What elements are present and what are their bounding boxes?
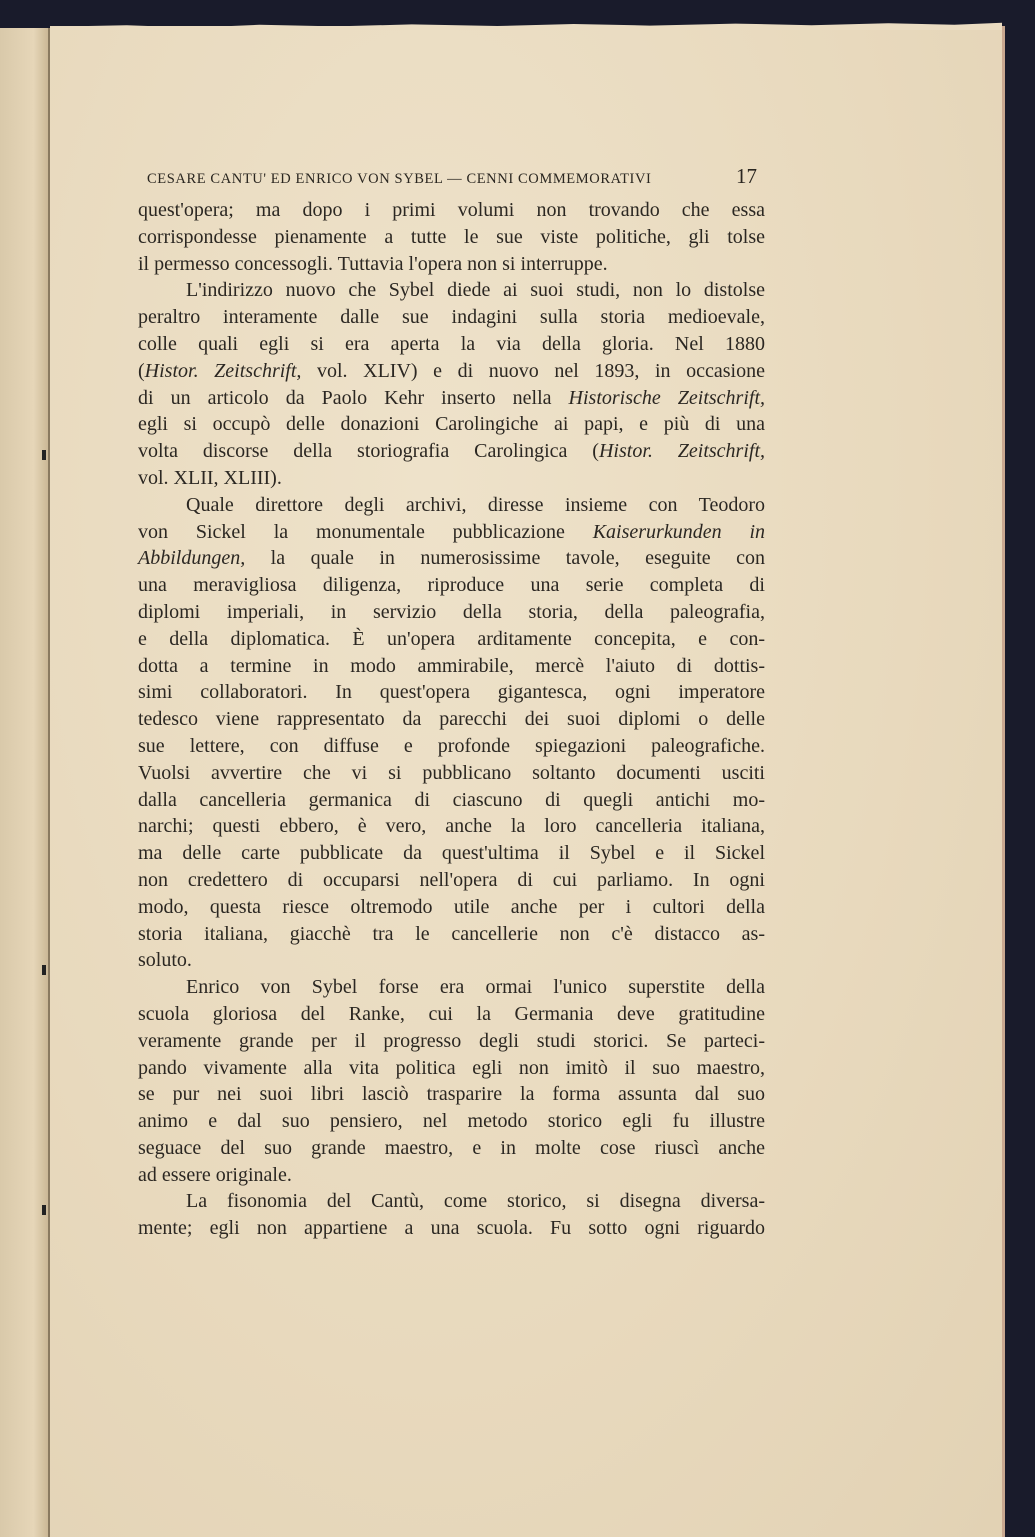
text-line	[138, 197, 765, 224]
text-line	[138, 331, 765, 358]
margin-mark	[42, 965, 46, 975]
text-segment: una meravigliosa diligenza, riproduce una serie completa di	[138, 574, 765, 597]
text-line	[138, 1055, 765, 1082]
text-line	[138, 545, 765, 572]
text-segment: La fisonomia del Cantù, come storico, si disegna diversa-	[186, 1190, 765, 1213]
text-segment: il permesso concessogli. Tuttavia l'opera non si interruppe.	[138, 252, 608, 275]
text-segment: la quale in numerosissime tavole, eseguite con	[245, 547, 765, 570]
text-line	[138, 894, 765, 921]
text-segment: corrispondesse pienamente a tutte le sue viste politiche, gli tolse	[138, 225, 765, 248]
text-line	[138, 1215, 765, 1242]
text-line	[138, 653, 765, 680]
text-segment: modo, questa riesce oltremodo utile anche per i cultori della	[138, 895, 765, 918]
text-line	[138, 465, 765, 492]
text-line	[138, 411, 765, 438]
text-segment: peraltro interamente dalle sue indagini sulla storia medioevale,	[138, 306, 765, 329]
text-segment: diplomi imperiali, in servizio della storia, della paleografia,	[138, 600, 765, 623]
text-segment: di un articolo da Paolo Kehr inserto nella	[138, 386, 569, 409]
text-segment: scuola gloriosa del Ranke, cui la Germania deve gratitudine	[138, 1002, 765, 1025]
page-number: 17	[736, 164, 757, 188]
text-line	[138, 813, 765, 840]
text-line	[138, 251, 765, 278]
text-line	[138, 1028, 765, 1055]
text-segment: e della diplomatica. È un'opera arditamente concepita, e con-	[138, 627, 765, 650]
text-line	[138, 1001, 765, 1028]
text-segment: veramente grande per il progresso degli studi storici. Se parteci-	[138, 1029, 765, 1052]
text-segment: (	[138, 359, 145, 382]
text-segment: ma delle carte pubblicate da quest'ultima il Sybel e il Sickel	[138, 842, 765, 865]
text-segment: non credettero di occuparsi nell'opera di cui parliamo. In ogni	[138, 868, 765, 891]
text-segment: egli si occupò delle donazioni Carolingiche ai papi, e più di una	[138, 413, 765, 436]
text-line	[138, 224, 765, 251]
text-segment: storia italiana, giacchè tra le cancellerie non c'è distacco as-	[138, 922, 765, 945]
text-line	[138, 706, 765, 733]
text-line	[138, 572, 765, 599]
text-segment: animo e dal suo pensiero, nel metodo storico egli fu illustre	[138, 1110, 765, 1133]
text-line	[138, 947, 765, 974]
text-line	[138, 760, 765, 787]
text-segment: Quale direttore degli archivi, diresse insieme con Teodoro	[186, 493, 765, 516]
text-line	[138, 519, 765, 546]
text-line	[138, 1081, 765, 1108]
facing-page-edge	[0, 28, 50, 1537]
text-line	[138, 840, 765, 867]
text-line	[138, 438, 765, 465]
text-segment: von Sickel la monumentale pubblicazione	[138, 520, 593, 543]
text-segment: dalla cancelleria germanica di ciascuno di quegli antichi mo-	[138, 788, 765, 811]
text-line	[138, 974, 765, 1001]
text-segment: colle quali egli si era aperta la via della gloria. Nel 1880	[138, 332, 765, 355]
text-segment: Enrico von Sybel forse era ormai l'unico superstite della	[186, 976, 765, 999]
text-line	[138, 787, 765, 814]
running-title: CESARE CANTU' ED ENRICO VON SYBEL — CENNI COMMEMORATIVI	[147, 171, 652, 187]
text-segment: vol. XLIV) e di nuovo nel 1893, in occasione	[301, 359, 765, 382]
italic-text: Historische Zeitschrift,	[568, 386, 765, 409]
text-segment: dotta a termine in modo ammirabile, mercè l'aiuto di dottis-	[138, 654, 765, 677]
text-segment: tedesco viene rappresentato da parecchi dei suoi diplomi o delle	[138, 708, 765, 731]
text-line	[138, 1162, 765, 1189]
text-line	[138, 679, 765, 706]
text-segment: simi collaboratori. In quest'opera gigantesca, ogni imperatore	[138, 681, 765, 704]
text-line	[138, 1135, 765, 1162]
text-line	[138, 277, 765, 304]
text-line	[138, 1108, 765, 1135]
text-segment: ad essere originale.	[138, 1163, 292, 1186]
italic-text: Kaiserurkunden in	[592, 520, 766, 543]
text-segment: sue lettere, con diffuse e profonde spiegazioni paleografiche.	[138, 734, 765, 757]
text-line	[138, 599, 765, 626]
text-line	[138, 733, 765, 760]
text-segment: mente; egli non appartiene a una scuola. Fu sotto ogni riguardo	[138, 1217, 765, 1240]
body-text	[138, 197, 765, 1242]
italic-text: Abbildungen,	[138, 547, 246, 570]
text-segment: L'indirizzo nuovo che Sybel diede ai suoi studi, non lo distolse	[186, 279, 765, 302]
text-line	[138, 626, 765, 653]
text-line	[138, 358, 765, 385]
margin-mark	[42, 1205, 46, 1215]
text-segment: quest'opera; ma dopo i primi volumi non trovando che essa	[138, 199, 765, 221]
running-header	[147, 164, 757, 189]
text-segment: soluto.	[138, 949, 192, 972]
text-segment: seguace del suo grande maestro, e in molte cose riuscì anche	[138, 1136, 765, 1159]
text-segment: pando vivamente alla vita politica egli non imitò il suo maestro,	[138, 1056, 765, 1079]
text-line	[138, 867, 765, 894]
text-line	[138, 921, 765, 948]
text-line	[138, 385, 765, 412]
text-segment: se pur nei suoi libri lasciò trasparire la forma assunta dal suo	[138, 1083, 765, 1106]
italic-text: Histor. Zeitschrift,	[598, 440, 766, 463]
text-line	[138, 492, 765, 519]
text-segment: volta discorse della storiografia Carolingica (	[138, 440, 599, 463]
margin-mark	[42, 450, 46, 460]
text-line	[138, 1188, 765, 1215]
text-line	[138, 304, 765, 331]
text-segment: vol. XLII, XLIII).	[138, 466, 282, 489]
text-segment: narchi; questi ebbero, è vero, anche la loro cancelleria italiana,	[138, 815, 765, 838]
text-segment: Vuolsi avvertire che vi si pubblicano soltanto documenti usciti	[138, 761, 765, 784]
italic-text: Histor. Zeitschrift,	[144, 359, 302, 382]
